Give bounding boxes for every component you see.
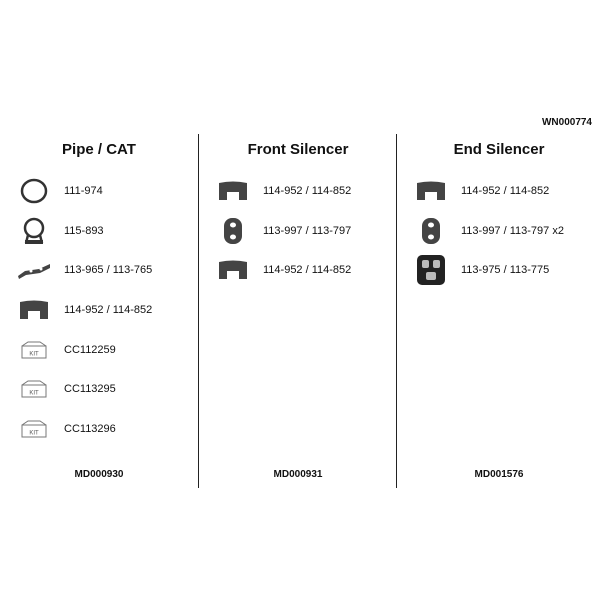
part-item[interactable] bbox=[413, 176, 549, 206]
svg-text:KIT: KIT bbox=[29, 351, 39, 358]
part-code: CC112259 bbox=[64, 344, 116, 356]
kit-box-icon bbox=[16, 414, 52, 444]
part-code: CC113295 bbox=[64, 383, 116, 395]
part-code: 114-952 / 114-852 bbox=[461, 185, 550, 197]
rubber-hanger-icon bbox=[413, 216, 449, 246]
part-code: CC113296 bbox=[64, 423, 116, 435]
svg-text:KIT: KIT bbox=[29, 430, 39, 437]
reference-number: WN000774 bbox=[541, 117, 592, 128]
part-item[interactable] bbox=[215, 255, 351, 285]
part-code: 113-965 / 113-765 bbox=[64, 264, 153, 276]
part-item[interactable] bbox=[16, 216, 104, 246]
column-footer-code: MD001576 bbox=[474, 469, 524, 480]
column-title: End Silencer bbox=[453, 141, 545, 158]
kit-box-icon bbox=[16, 374, 52, 404]
column-footer-code: MD000931 bbox=[273, 469, 323, 480]
part-code: 114-952 / 114-852 bbox=[263, 264, 352, 276]
part-code: 113-997 / 113-797 x2 bbox=[461, 225, 564, 237]
pipe-clamp-icon bbox=[16, 216, 52, 246]
part-item[interactable] bbox=[16, 255, 152, 285]
rubber-mount-icon bbox=[16, 295, 52, 325]
part-code: 115-893 bbox=[64, 225, 104, 237]
part-item[interactable] bbox=[215, 176, 351, 206]
bracket-icon bbox=[16, 255, 52, 285]
part-item[interactable] bbox=[413, 216, 564, 246]
part-code: 113-997 / 113-797 bbox=[263, 225, 352, 237]
rubber-mount-icon bbox=[215, 255, 251, 285]
kit-box-icon bbox=[16, 335, 52, 365]
rubber-mount-icon bbox=[215, 176, 251, 206]
ring-gasket-icon bbox=[16, 176, 52, 206]
part-item[interactable] bbox=[413, 252, 549, 288]
column-title: Front Silencer bbox=[247, 141, 349, 158]
column-end-silencer bbox=[396, 134, 600, 488]
rubber-mount-icon bbox=[413, 176, 449, 206]
column-title: Pipe / CAT bbox=[62, 141, 136, 158]
part-item[interactable] bbox=[215, 216, 351, 246]
rubber-block-icon bbox=[413, 252, 449, 288]
part-item[interactable] bbox=[16, 295, 152, 325]
column-pipe-cat bbox=[0, 134, 198, 488]
part-code: 114-952 / 114-852 bbox=[263, 185, 352, 197]
rubber-hanger-icon bbox=[215, 216, 251, 246]
svg-text:KIT: KIT bbox=[29, 390, 39, 397]
part-code: 113-975 / 113-775 bbox=[461, 264, 550, 276]
part-item[interactable] bbox=[16, 335, 116, 365]
part-item[interactable] bbox=[16, 176, 103, 206]
part-item[interactable] bbox=[16, 414, 116, 444]
column-front-silencer bbox=[198, 134, 397, 488]
column-footer-code: MD000930 bbox=[74, 469, 124, 480]
part-item[interactable] bbox=[16, 374, 116, 404]
part-code: 114-952 / 114-852 bbox=[64, 304, 153, 316]
part-code: 111-974 bbox=[64, 185, 103, 197]
